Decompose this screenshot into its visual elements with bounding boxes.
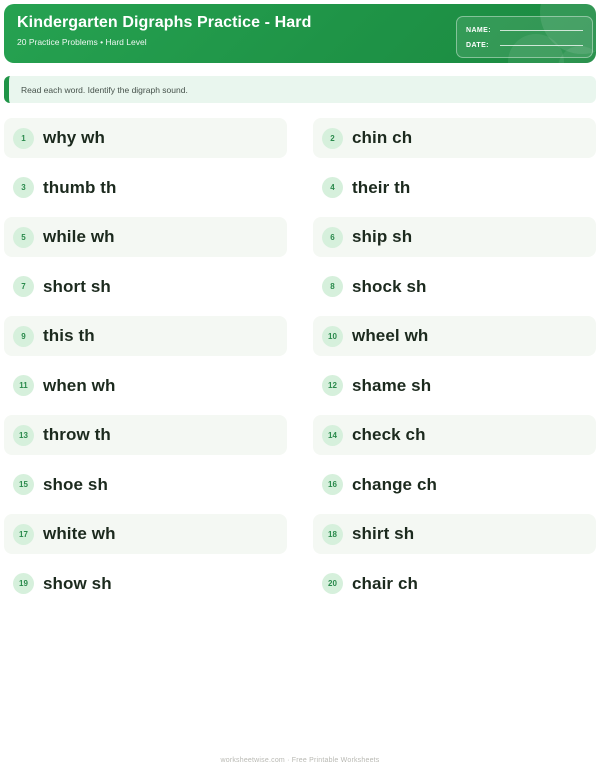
problem-number-badge: 2 bbox=[322, 128, 343, 149]
name-label: NAME: bbox=[466, 27, 491, 34]
name-row bbox=[466, 24, 583, 37]
problem-text: check ch bbox=[352, 425, 426, 444]
problem-text: short sh bbox=[43, 276, 111, 296]
problem-row bbox=[4, 415, 287, 455]
problem-row bbox=[4, 564, 287, 604]
problem-text: shock sh bbox=[352, 276, 427, 296]
name-fill-line bbox=[500, 30, 583, 31]
problem-number-badge: 10 bbox=[322, 326, 343, 347]
problem-text: thumb th bbox=[43, 177, 117, 197]
problem-number-badge: 9 bbox=[13, 326, 34, 347]
problem-number-badge: 13 bbox=[13, 425, 34, 446]
header-text-block bbox=[17, 14, 311, 47]
problem-row bbox=[313, 267, 596, 307]
problem-row bbox=[4, 217, 287, 257]
problem-text: show sh bbox=[43, 573, 112, 593]
problem-number-badge: 8 bbox=[322, 276, 343, 297]
problem-row bbox=[4, 168, 287, 208]
problem-number-badge: 18 bbox=[322, 524, 343, 545]
name-date-box bbox=[456, 16, 593, 58]
problem-text: shoe sh bbox=[43, 474, 108, 494]
problem-number-badge: 11 bbox=[13, 375, 34, 396]
problem-row bbox=[4, 514, 287, 554]
problem-number-badge: 7 bbox=[13, 276, 34, 297]
problem-row bbox=[313, 217, 596, 257]
page-subtitle: 20 Practice Problems • Hard Level bbox=[17, 37, 147, 47]
problem-text: shirt sh bbox=[352, 524, 415, 543]
problem-text: shame sh bbox=[352, 375, 432, 395]
problem-number-badge: 3 bbox=[13, 177, 34, 198]
instruction-bar bbox=[4, 76, 596, 103]
problem-number-badge: 20 bbox=[322, 573, 343, 594]
problem-row bbox=[4, 316, 287, 356]
problem-text: ship sh bbox=[352, 227, 413, 246]
instruction-text: Read each word. Identify the digraph sound. bbox=[21, 84, 188, 95]
problem-row bbox=[313, 514, 596, 554]
problem-number-badge: 16 bbox=[322, 474, 343, 495]
header-banner bbox=[4, 4, 596, 63]
problem-row bbox=[313, 118, 596, 158]
problem-text: why wh bbox=[43, 128, 105, 147]
problem-text: when wh bbox=[43, 375, 116, 395]
problem-number-badge: 4 bbox=[322, 177, 343, 198]
problem-row bbox=[4, 118, 287, 158]
problem-row bbox=[313, 316, 596, 356]
problem-number-badge: 6 bbox=[322, 227, 343, 248]
problem-row bbox=[313, 465, 596, 505]
date-row bbox=[466, 39, 583, 52]
problem-row bbox=[4, 366, 287, 406]
problem-row bbox=[4, 267, 287, 307]
problem-text: their th bbox=[352, 177, 411, 197]
problem-text: throw th bbox=[43, 425, 111, 444]
problem-text: this th bbox=[43, 326, 95, 345]
problem-number-badge: 14 bbox=[322, 425, 343, 446]
problem-number-badge: 5 bbox=[13, 227, 34, 248]
date-fill-line bbox=[500, 45, 583, 46]
problem-number-badge: 1 bbox=[13, 128, 34, 149]
problem-row bbox=[4, 465, 287, 505]
problem-text: white wh bbox=[43, 524, 116, 543]
problem-row bbox=[313, 564, 596, 604]
problem-text: while wh bbox=[43, 227, 115, 246]
problem-text: change ch bbox=[352, 474, 437, 494]
page-title: Kindergarten Digraphs Practice - Hard bbox=[17, 14, 312, 31]
problem-row bbox=[313, 366, 596, 406]
problem-number-badge: 12 bbox=[322, 375, 343, 396]
problem-row bbox=[313, 168, 596, 208]
date-label: DATE: bbox=[466, 42, 489, 49]
problem-text: chair ch bbox=[352, 573, 418, 593]
problem-number-badge: 15 bbox=[13, 474, 34, 495]
problem-row bbox=[313, 415, 596, 455]
problem-number-badge: 19 bbox=[13, 573, 34, 594]
problem-text: wheel wh bbox=[352, 326, 429, 345]
problem-number-badge: 17 bbox=[13, 524, 34, 545]
problem-text: chin ch bbox=[352, 128, 413, 147]
footer-text: worksheetwise.com · Free Printable Worksheets bbox=[220, 757, 380, 764]
problems-grid bbox=[4, 118, 596, 604]
